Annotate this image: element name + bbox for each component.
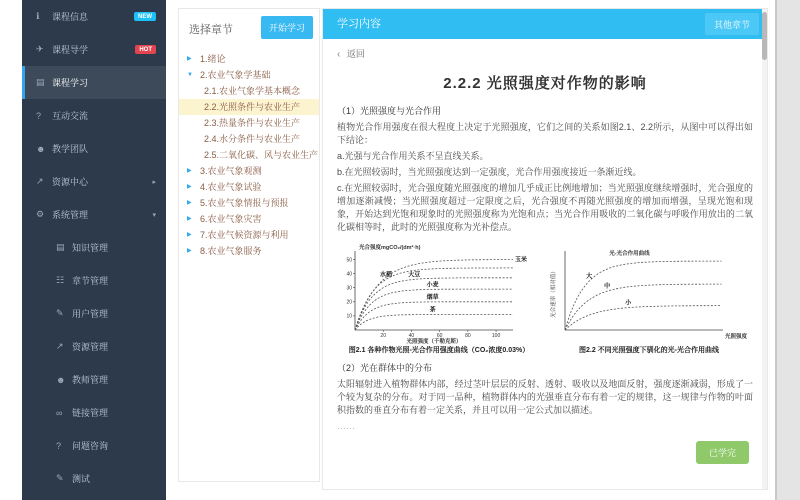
nav-label: 用户管理	[72, 309, 109, 319]
sidebar-item-course-learning[interactable]	[22, 66, 166, 99]
sitemap-icon: ☷	[56, 275, 65, 285]
sidebar-submenu	[22, 231, 166, 495]
sidebar-item-resource-center[interactable]	[22, 165, 166, 198]
nav-label: 系统管理	[52, 210, 89, 220]
question-icon: ?	[56, 440, 62, 451]
svg-text:中: 中	[604, 284, 611, 291]
point-b: b.在光照较弱时，当光照强度达到一定强度，光合作用强度接近一条渐近线。	[337, 167, 642, 177]
page-title: 2.2.2 光照强度对作物的影响	[443, 75, 647, 92]
book-icon: ▤	[36, 77, 45, 87]
svg-text:大: 大	[586, 274, 593, 281]
content-body	[323, 39, 767, 464]
para-canopy-distribution: 太阳辐射进入植物群体内部，经过茎叶层层的反射、透射、吸收以及地面反射，强度逐渐减弱，形成了一个较为复杂的分布。对于同一品种，植物群体内的光强垂直分布有着一定的规律，这一规律与作物的叶面积指数的垂直分布有着一定关系，并且可以用一定公式加以描述。	[337, 379, 753, 415]
chapter-panel-header	[179, 9, 319, 45]
done-row	[337, 441, 749, 464]
content-header	[323, 9, 767, 39]
sidebar-subitem-knowledge-mgmt[interactable]	[22, 231, 166, 264]
new-badge: NEW	[134, 12, 156, 21]
section-1-heading: （1）光照强度与光合作用	[337, 106, 442, 116]
sidebar-subitem-test[interactable]	[22, 462, 166, 495]
sidebar-subitem-link-mgmt[interactable]	[22, 396, 166, 429]
nav-label: 互动交流	[52, 111, 89, 121]
nav-label: 资源管理	[72, 342, 109, 352]
chapter-tree	[179, 51, 319, 259]
nav-label: 教师管理	[72, 375, 109, 385]
chapter-item-8[interactable]	[179, 243, 319, 259]
svg-text:大豆: 大豆	[408, 272, 421, 279]
scrollbar-thumb[interactable]	[762, 12, 767, 60]
content-header-title: 学习内容	[337, 18, 381, 30]
chevron-right-icon: ▸	[152, 178, 156, 186]
back-arrow-icon: ‹	[337, 49, 341, 60]
svg-text:30: 30	[346, 285, 352, 292]
tree-collapsed-icon[interactable]: ▶	[187, 216, 192, 222]
paper-plane-icon: ✈	[36, 44, 44, 54]
finished-learning-button[interactable]: 已学完	[696, 441, 749, 464]
para-intro: 植物光合作用强度在很大程度上决定于光照强度，它们之间的关系如图2.1、2.2所示，从图中可以得出如下结论：	[337, 122, 753, 145]
chapter-item-2[interactable]	[179, 67, 319, 83]
chapter-label: 6.农业气象灾害	[200, 214, 262, 224]
svg-text:茶: 茶	[429, 307, 436, 314]
svg-text:光合强度mgCO₂/(dm²·h): 光合强度mgCO₂/(dm²·h)	[359, 245, 421, 251]
sidebar-subitem-user-mgmt[interactable]	[22, 297, 166, 330]
sidebar-item-course-guide[interactable]	[22, 33, 166, 66]
chapter-item-6[interactable]	[179, 211, 319, 227]
chapter-item-2-3[interactable]	[179, 115, 319, 131]
svg-text:水稻: 水稻	[380, 272, 393, 279]
svg-text:光合速率（相对值）: 光合速率（相对值）	[551, 268, 557, 318]
section-2-heading: （2）光在群体中的分布	[337, 363, 433, 373]
svg-text:20: 20	[346, 299, 352, 306]
svg-text:10: 10	[346, 313, 352, 320]
figure-1-caption: 图2.1 各种作物光照-光合作用强度曲线（CO₂浓度0.03%）	[348, 347, 530, 354]
chapter-item-2-2-selected[interactable]	[179, 99, 319, 115]
chapter-item-2-4[interactable]	[179, 131, 319, 147]
resource-icon: ↗	[36, 176, 44, 186]
back-link[interactable]	[337, 47, 753, 60]
sidebar-item-interaction[interactable]	[22, 99, 166, 132]
chapter-panel	[178, 8, 320, 482]
nav-label: 测试	[72, 474, 91, 484]
content-panel	[322, 8, 768, 490]
back-label: 返回	[346, 49, 365, 59]
tree-expanded-icon[interactable]: ▼	[187, 72, 193, 78]
chapter-item-3[interactable]	[179, 163, 319, 179]
start-learning-button[interactable]: 开始学习	[261, 16, 313, 39]
tree-collapsed-icon[interactable]: ▶	[187, 232, 192, 238]
nav-label: 课程学习	[52, 78, 89, 88]
svg-text:20: 20	[380, 333, 386, 339]
figure-2-caption: 图2.2 不同光照强度下驯化的光-光合作用曲线	[578, 347, 719, 354]
nav-label: 教学团队	[52, 144, 89, 154]
figure-2-chart	[549, 242, 749, 344]
chapter-item-7[interactable]	[179, 227, 319, 243]
sidebar-subitem-resource-mgmt[interactable]	[22, 330, 166, 363]
tree-collapsed-icon[interactable]: ▶	[187, 168, 192, 174]
sidebar	[22, 0, 166, 500]
content-scrollbar[interactable]	[762, 9, 767, 489]
nav-label: 问题咨询	[72, 441, 109, 451]
chapter-label: 2.农业气象学基础	[200, 70, 271, 80]
svg-text:烟草: 烟草	[426, 294, 439, 301]
figure-crops-light-curve	[337, 242, 541, 355]
point-a: a.光强与光合作用关系不呈直线关系。	[337, 151, 489, 161]
nav-label: 课程信息	[52, 12, 89, 22]
link-icon: ∞	[56, 407, 63, 418]
figure-acclimation-light-curve	[547, 242, 751, 355]
tree-collapsed-icon[interactable]: ▶	[187, 200, 192, 206]
svg-text:100: 100	[491, 333, 501, 339]
figure-1-chart	[339, 242, 539, 344]
chapter-item-5[interactable]	[179, 195, 319, 211]
svg-text:光-光合作用曲线: 光-光合作用曲线	[609, 251, 650, 257]
svg-text:小: 小	[625, 300, 632, 307]
chapter-item-2-1[interactable]	[179, 83, 319, 99]
other-chapters-button[interactable]: 其他章节	[705, 13, 759, 35]
figures-row	[337, 242, 753, 355]
chapter-label: 2.4.水分条件与农业生产	[204, 134, 301, 144]
team-icon: ☻	[36, 143, 46, 154]
svg-text:80: 80	[465, 333, 471, 339]
sidebar-item-system-management[interactable]	[22, 198, 166, 231]
chevron-down-icon: ▾	[152, 211, 156, 219]
nav-label: 链接管理	[72, 408, 109, 418]
chapter-label: 3.农业气象观测	[200, 166, 262, 176]
nav-label: 资源中心	[52, 177, 89, 187]
sidebar-subitem-question-consult[interactable]	[22, 429, 166, 462]
chapter-item-2-5[interactable]	[179, 147, 319, 163]
chapter-item-4[interactable]	[179, 179, 319, 195]
chapter-label: 1.绪论	[200, 54, 226, 64]
tree-collapsed-icon[interactable]: ▶	[187, 248, 192, 254]
svg-text:小麦: 小麦	[426, 282, 439, 289]
tree-collapsed-icon[interactable]: ▶	[187, 56, 192, 62]
svg-text:50: 50	[346, 257, 352, 264]
edit-square-icon: ✎	[56, 308, 64, 318]
svg-text:光照强度: 光照强度	[724, 334, 747, 340]
chapter-label: 2.3.热量条件与农业生产	[204, 118, 301, 128]
chapter-panel-title: 选择章节	[189, 24, 233, 36]
svg-text:40: 40	[408, 333, 415, 339]
info-icon: ℹ	[36, 11, 40, 21]
hot-badge: HOT	[135, 45, 156, 54]
chapter-item-1[interactable]	[179, 51, 319, 67]
users-icon: ☻	[56, 374, 66, 385]
question-icon: ?	[36, 110, 42, 121]
point-c: c.在光照较弱时，光合强度随光照强度的增加几乎成正比例地增加；当光照强度继续增强时，光合强度的增加逐渐减慢；当光照强度超过一定限度之后，光合强度不再随光照强度的增加而增强，呈现光饱和现象，开始达到光饱和现象时的光照强度称为光饱和点；当光合作用吸收的二氧化碳与呼吸作用放出的二氧化碳相等时，此时的光照强度称为光补偿点。	[337, 183, 753, 232]
chapter-label: 7.农业气候资源与利用	[200, 230, 289, 240]
edit-square-icon: ✎	[56, 473, 64, 483]
notebook-icon: ▤	[56, 242, 65, 252]
chapter-label: 2.2.光照条件与农业生产	[204, 102, 301, 112]
sidebar-subitem-chapter-mgmt[interactable]	[22, 264, 166, 297]
pen-icon: ↗	[56, 341, 64, 351]
sidebar-subitem-teacher-mgmt[interactable]	[22, 363, 166, 396]
svg-text:光照强度（千勒克斯）: 光照强度（千勒克斯）	[406, 339, 462, 344]
svg-text:玉米: 玉米	[515, 257, 528, 264]
sidebar-item-teaching-team[interactable]	[22, 132, 166, 165]
window-right-edge	[775, 0, 800, 500]
gear-icon: ⚙	[36, 209, 45, 219]
tree-collapsed-icon[interactable]: ▶	[187, 184, 192, 190]
nav-label: 课程导学	[52, 45, 89, 55]
chapter-label: 4.农业气象试验	[200, 182, 262, 192]
svg-text:60: 60	[436, 333, 443, 339]
nav-label: 知识管理	[72, 243, 109, 253]
nav-label: 章节管理	[72, 276, 109, 286]
chapter-label: 2.1.农业气象学基本概念	[204, 86, 301, 96]
chapter-label: 2.5.二氧化碳、风与农业生产	[204, 150, 319, 160]
sidebar-item-course-info[interactable]	[22, 0, 166, 33]
svg-text:40: 40	[346, 271, 352, 278]
para-truncated: ……	[337, 421, 355, 431]
chapter-label: 5.农业气象情报与预报	[200, 198, 289, 208]
chapter-label: 8.农业气象服务	[200, 246, 262, 256]
